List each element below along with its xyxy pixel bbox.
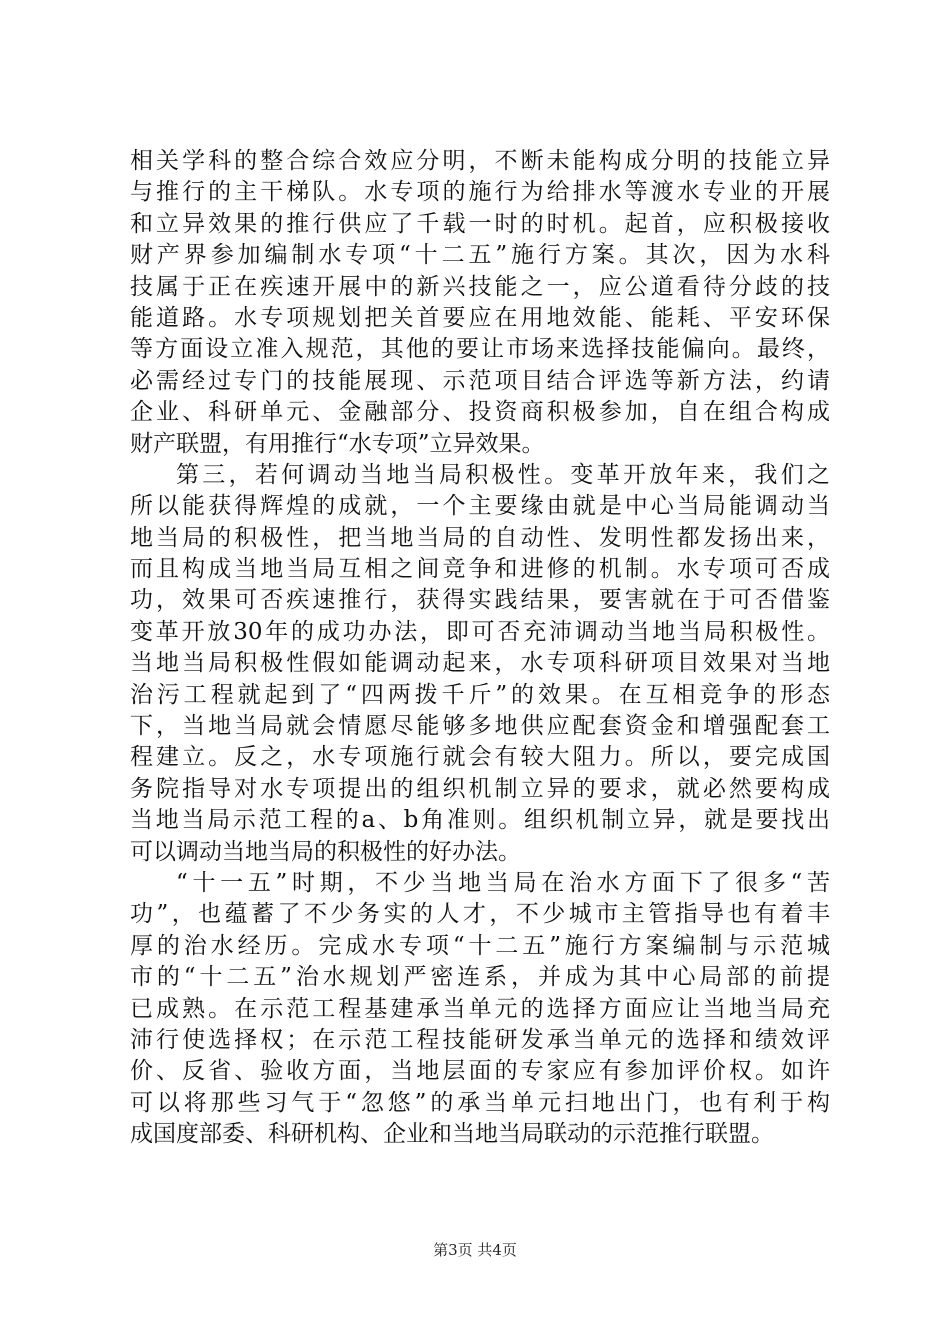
text-line: “十一五”时期，不少当地当局在治水方面下了很多“苦 xyxy=(176,869,830,896)
text-line: 第三，若何调动当地当局积极性。变革开放年来，我们之 xyxy=(176,461,830,488)
text-line: 厚的治水经历。完成水专项“十二五”施行方案编制与示范城 xyxy=(130,932,830,959)
text-line: 财产界参加编制水专项“十二五”施行方案。其次，因为水科 xyxy=(130,242,830,269)
text-line: 所以能获得辉煌的成就，一个主要缘由就是中心当局能调动当 xyxy=(130,493,830,520)
text-line: 功，效果可否疾速推行，获得实践结果，要害就在于可否借鉴 xyxy=(130,587,830,614)
document-body xyxy=(130,146,830,1151)
text-line: 与推行的主干梯队。水专项的施行为给排水等渡水专业的开展 xyxy=(130,179,830,206)
text-line: 成国度部委、科研机构、企业和当地当局联动的示范推行联盟。 xyxy=(130,1121,774,1148)
text-line: 可以调动当地当局的积极性的好办法。 xyxy=(130,838,521,865)
text-line: 相关学科的整合综合效应分明，不断未能构成分明的技能立异 xyxy=(130,148,830,174)
text-line: 变革开放30年的成功办法，即可否充沛调动当地当局积极性。 xyxy=(130,618,830,645)
text-line: 地当局的积极性，把当地当局的自动性、发明性都发扬出来， xyxy=(130,524,830,551)
text-line: 可以将那些习气于“忽悠”的承当单元扫地出门，也有利于构 xyxy=(130,1089,830,1116)
text-line: 治污工程就起到了“四两拨千斤”的效果。在互相竞争的形态 xyxy=(130,681,830,708)
text-line: 价、反省、验收方面，当地层面的专家应有参加评价权。如许 xyxy=(130,1058,830,1085)
text-line: 当地当局积极性假如能调动起来，水专项科研项目效果对当地 xyxy=(130,650,830,677)
text-line: 财产联盟，有用推行“水专项”立异效果。 xyxy=(130,430,545,457)
text-line: 市的“十二五”治水规划严密连系，并成为其中心局部的前提 xyxy=(130,964,830,991)
text-line: 功”，也蕴蓄了不少务实的人才，不少城市主管指导也有着丰 xyxy=(130,901,830,928)
text-line: 能道路。水专项规划把关首要应在用地效能、能耗、平安环保 xyxy=(130,304,830,331)
text-line: 必需经过专门的技能展现、示范项目结合评选等新方法，约请 xyxy=(130,367,830,394)
text-line: 等方面设立准入规范，其他的要让市场来选择技能偏向。最终， xyxy=(130,336,830,363)
page-footer: 第3页 共4页 xyxy=(433,1241,517,1259)
text-line: 和立异效果的推行供应了千载一时的时机。起首，应积极接收 xyxy=(130,210,830,237)
text-line: 当地当局示范工程的a、b角准则。组织机制立异，就是要找出 xyxy=(130,807,830,834)
text-line: 而且构成当地当局互相之间竞争和进修的机制。水专项可否成 xyxy=(130,556,830,583)
text-line: 已成熟。在示范工程基建承当单元的选择方面应让当地当局充 xyxy=(130,995,830,1022)
text-line: 务院指导对水专项提出的组织机制立异的要求，就必然要构成 xyxy=(130,775,830,802)
text-line: 企业、科研单元、金融部分、投资商积极参加，自在组合构成 xyxy=(130,399,830,426)
text-line: 沛行使选择权；在示范工程技能研发承当单元的选择和绩效评 xyxy=(130,1026,830,1053)
text-line: 下，当地当局就会情愿尽能够多地供应配套资金和增强配套工 xyxy=(130,713,830,740)
text-line: 程建立。反之，水专项施行就会有较大阻力。所以，要完成国 xyxy=(130,744,830,771)
text-line: 技属于正在疾速开展中的新兴技能之一，应公道看待分歧的技 xyxy=(130,273,830,300)
